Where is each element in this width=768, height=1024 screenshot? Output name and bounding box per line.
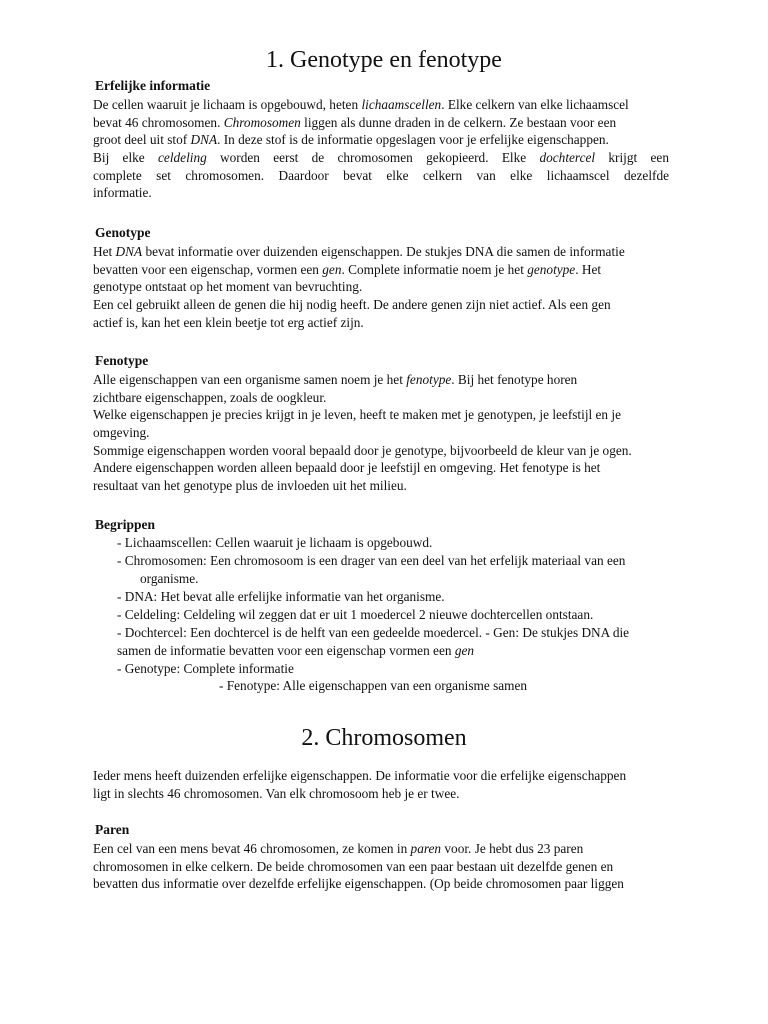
list-item-fenotype: - Fenotype: Alle eigenschappen van een organisme samen (219, 678, 528, 693)
text-line: complete set chromosomen. Daardoor bevat elke celkern van elke lichaamscel dezelfde (93, 167, 669, 183)
text-line: Ieder mens heeft duizenden erfelijke eigenschappen. De informatie voor die erfelijke eigenschappen (93, 768, 627, 783)
text-line: Bij elke celdeling worden eerst de chromosomen gekopieerd. Elke dochtercel krijgt een (93, 150, 669, 166)
list-item-dochtercel-cont: samen de informatie bevatten voor een eigenschap vormen een gen (117, 643, 475, 658)
heading-erfelijke-informatie: Erfelijke informatie (95, 78, 211, 93)
text-line: Een cel gebruikt alleen de genen die hij nodig heeft. De andere genen zijn niet actief. Als een gen (93, 297, 611, 313)
list-item-lichaamscellen: - Lichaamscellen: Cellen waaruit je lichaam is opgebouwd. (117, 535, 433, 550)
text-line: informatie. (93, 185, 152, 201)
text-line: bevatten dus informatie over dezelfde erfelijke eigenschappen. (Op beide chromosomen paar liggen (93, 876, 624, 892)
page-title-chromosomen: 2. Chromosomen (301, 725, 467, 751)
text-line: genotype ontstaat op het moment van bevruchting. (93, 279, 363, 295)
text-line: Welke eigenschappen je precies krijgt in je leven, heeft te maken met je genotypen, je leefstijl en je (93, 407, 622, 423)
page-title-genotype-fenotype: 1. Genotype en fenotype (266, 47, 502, 73)
text-line: omgeving. (93, 425, 150, 441)
list-item-celdeling: - Celdeling: Celdeling wil zeggen dat er uit 1 moedercel 2 nieuwe dochtercellen ontstaan. (117, 607, 594, 622)
heading-genotype: Genotype (95, 225, 151, 240)
paragraph-fenotype (93, 371, 669, 495)
text-line: actief is, kan het een klein beetje tot erg actief zijn. (93, 314, 364, 330)
text-line: Sommige eigenschappen worden vooral bepaald door je genotype, bijvoorbeeld de kleur van je ogen. (93, 442, 632, 458)
text-line: groot deel uit stof DNA. In deze stof is de informatie opgeslagen voor je erfelijke eigenschappen. (93, 132, 609, 148)
text-line: Alle eigenschappen van een organisme samen noem je het fenotype. Bij het fenotype horen (93, 372, 578, 387)
text-line: bevatten voor een eigenschap, vormen een gen. Complete informatie noem je het genotype. Het (93, 261, 602, 277)
text-line: Andere eigenschappen worden alleen bepaald door je leefstijl en omgeving. Het fenotype is het (93, 460, 601, 476)
text-line: Een cel van een mens bevat 46 chromosomen, ze komen in paren voor. Je hebt dus 23 paren (93, 841, 584, 856)
list-item-chromosomen-cont: organisme. (140, 571, 199, 586)
text-line: ligt in slechts 46 chromosomen. Van elk chromosoom heb je er twee. (93, 785, 460, 801)
heading-begrippen: Begrippen (95, 517, 156, 532)
text-line: chromosomen in elke celkern. De beide chromosomen van een paar bestaan uit dezelfde genen en (93, 858, 614, 874)
text-line: De cellen waaruit je lichaam is opgebouwd, heten lichaamscellen. Elke celkern van elke lichaamscel (93, 97, 629, 112)
text-line: Het DNA bevat informatie over duizenden eigenschappen. De stukjes DNA die samen de informatie (93, 244, 625, 259)
list-item-genotype: - Genotype: Complete informatie (117, 661, 294, 676)
text-line: zichtbare eigenschappen, zoals de oogkleur. (93, 389, 327, 405)
list-item-dochtercel: - Dochtercel: Een dochtercel is de helft van een gedeelde moedercel. - Gen: De stukjes DNA die (117, 625, 630, 640)
heading-fenotype: Fenotype (95, 353, 149, 368)
list-item-chromosomen: - Chromosomen: Een chromosoom is een drager van een deel van het erfelijk materiaal van een (117, 553, 626, 568)
paragraph-erfelijke-informatie (93, 96, 669, 202)
list-item-dna: - DNA: Het bevat alle erfelijke informatie van het organisme. (117, 589, 445, 604)
paragraph-paren (93, 840, 669, 893)
text-line: bevat 46 chromosomen. Chromosomen liggen als dunne draden in de celkern. Ze bestaan voor een (93, 114, 617, 130)
paragraph-chromosomen-intro (93, 767, 669, 802)
text-line: resultaat van het genotype plus de invloeden uit het milieu. (93, 478, 407, 494)
heading-paren: Paren (95, 822, 130, 837)
paragraph-genotype (93, 243, 669, 331)
